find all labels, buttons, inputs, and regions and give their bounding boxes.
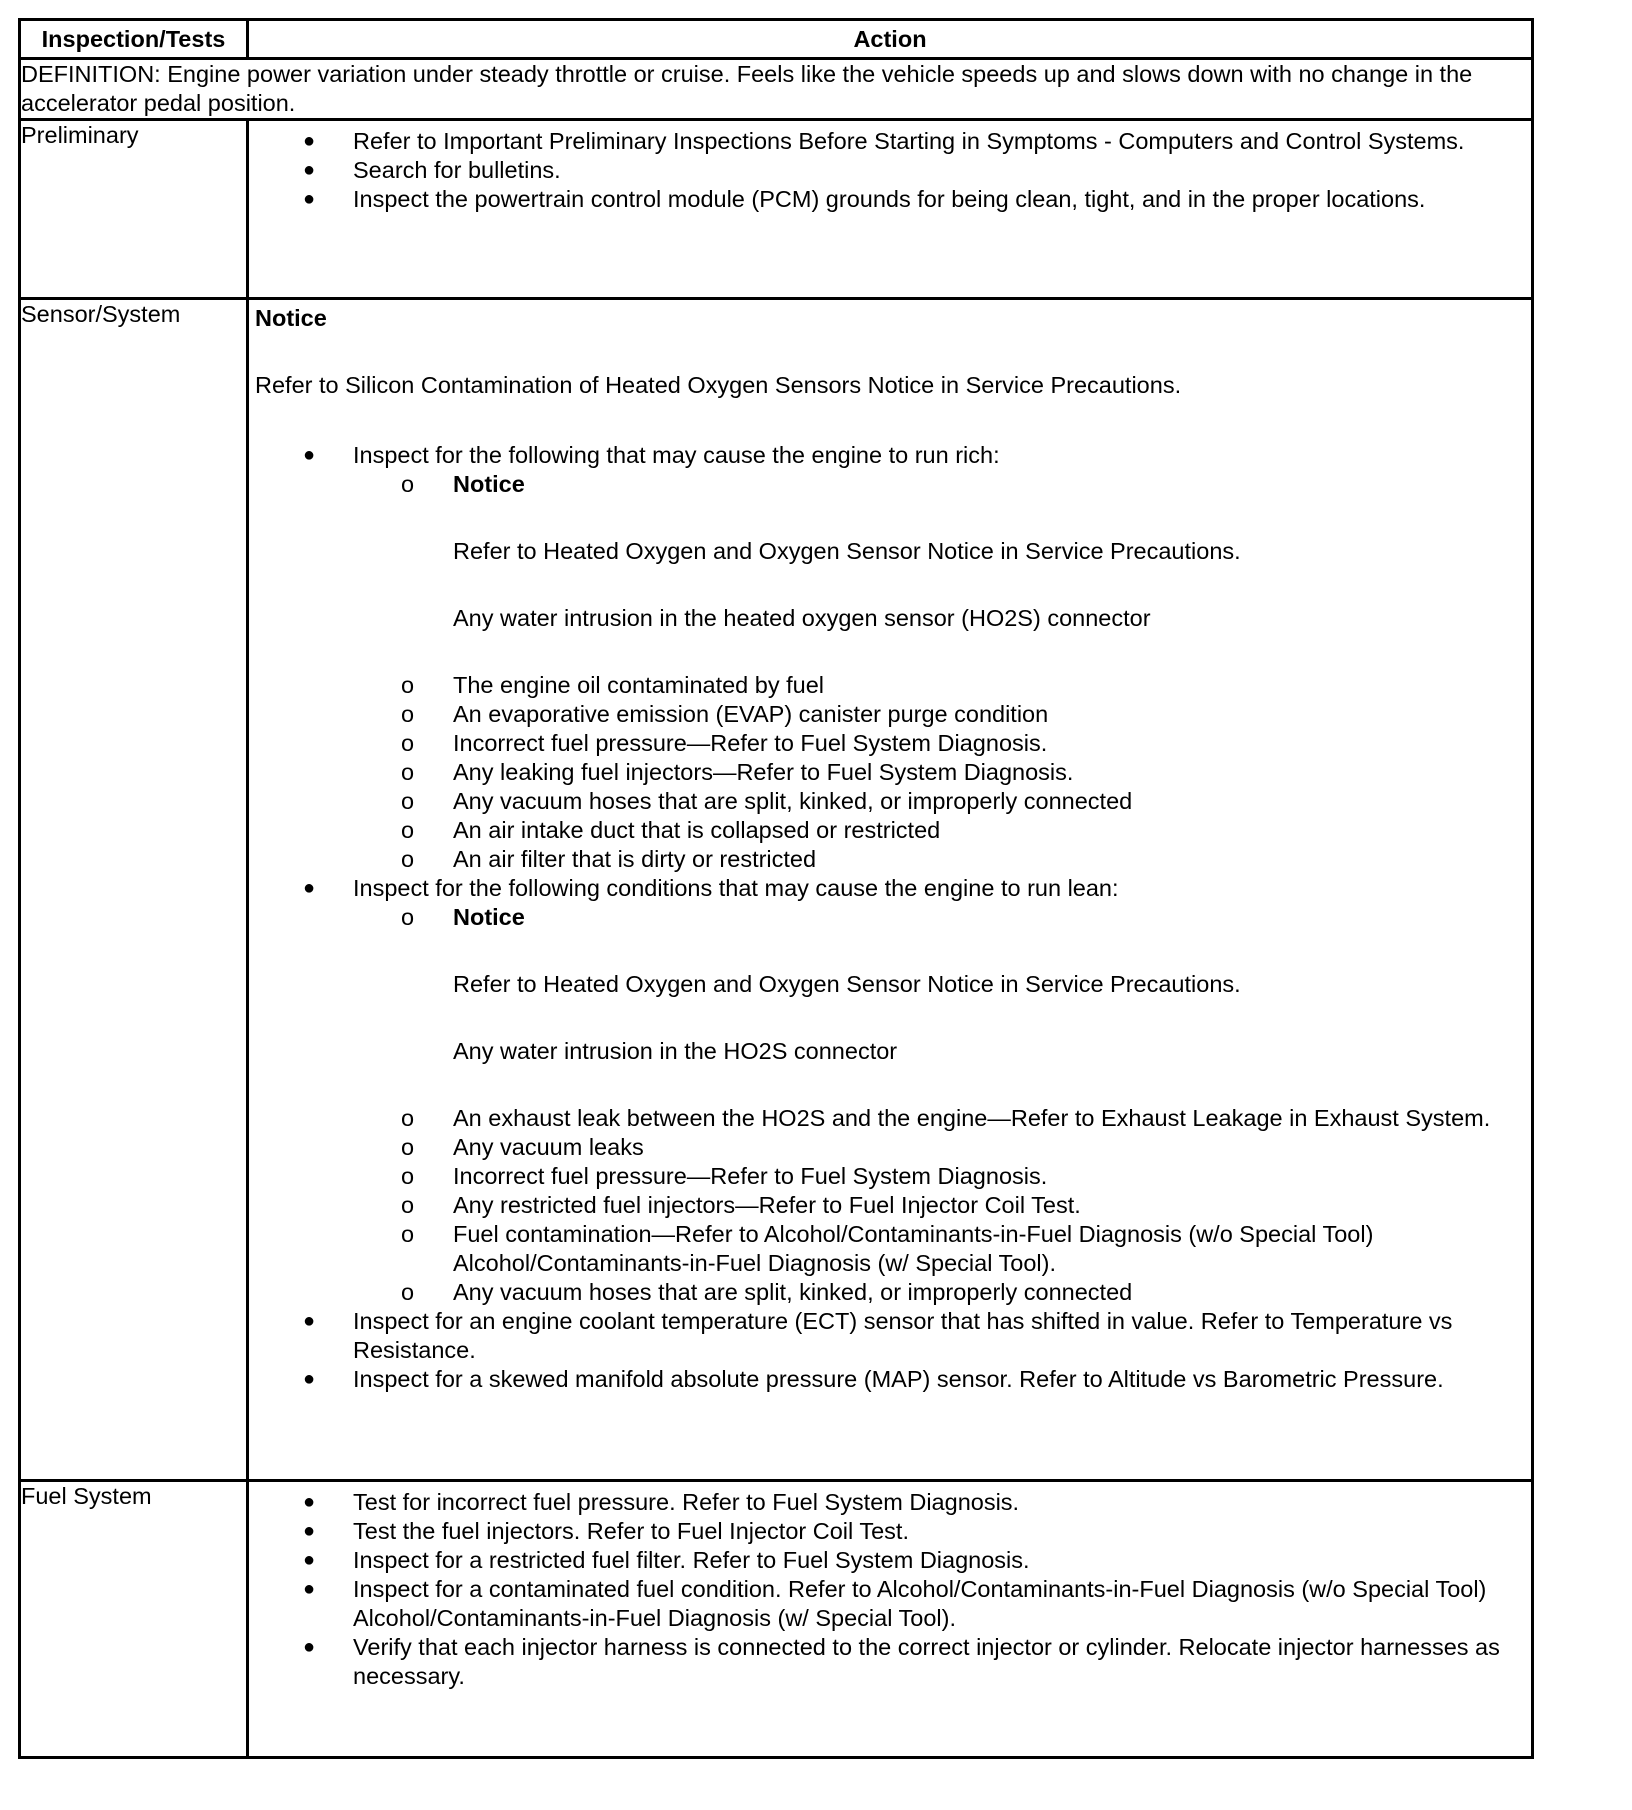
sub-list-item (353, 470, 1517, 671)
label-sensor-system: Sensor/System (20, 299, 248, 1481)
diagnostic-table (18, 18, 1534, 1759)
item-text: Any vacuum hoses that are split, kinked, or improperly connected (453, 1279, 1133, 1305)
item-text: An air filter that is dirty or restricted (453, 846, 817, 872)
bullet-icon: ● (303, 444, 316, 466)
notice-title: Notice (255, 305, 327, 331)
item-text: Test for incorrect fuel pressure. Refer to Fuel System Diagnosis. (353, 1489, 1020, 1515)
sub-bullet-icon: o (401, 701, 415, 727)
bullet-icon: ● (303, 1491, 316, 1513)
list-item (249, 441, 1531, 874)
definition-row (20, 59, 1533, 120)
item-text: Search for bulletins. (353, 157, 561, 183)
bullet-icon: ● (303, 1549, 316, 1571)
row-sensor-system (20, 299, 1533, 1481)
sub-bullet-icon: o (401, 1163, 415, 1189)
notice-item: Any water intrusion in the HO2S connector (453, 1038, 898, 1064)
item-text: An evaporative emission (EVAP) canister purge condition (453, 701, 1049, 727)
row-fuel-system (20, 1481, 1533, 1758)
item-text: An exhaust leak between the HO2S and the engine—Refer to Exhaust Leakage in Exhaust System. (453, 1105, 1491, 1131)
notice-title: Notice (453, 904, 525, 930)
bullet-icon: ● (303, 1636, 316, 1658)
notice-title: Notice (453, 471, 525, 497)
list-item (249, 1307, 1531, 1365)
sub-list-item (353, 903, 1517, 1104)
header-inspection-tests: Inspection/Tests (20, 20, 248, 59)
notice-text: Refer to Silicon Contamination of Heated Oxygen Sensors Notice in Service Precautions. (255, 372, 1182, 398)
action-sensor-system (248, 299, 1533, 1481)
item-text: Any vacuum leaks (453, 1134, 644, 1160)
sub-bullet-icon: o (401, 817, 415, 843)
label-preliminary: Preliminary (20, 120, 248, 299)
action-fuel-system (248, 1481, 1533, 1758)
bullet-icon: ● (303, 877, 316, 899)
item-text: Inspect the powertrain control module (PCM) grounds for being clean, tight, and in the proper locations. (353, 186, 1426, 212)
sub-list-item (353, 1220, 1517, 1278)
list-item (249, 156, 1531, 185)
sub-list-item (353, 1133, 1517, 1162)
sub-list-item (353, 700, 1517, 729)
action-preliminary (248, 120, 1533, 299)
sub-bullet-icon: o (401, 904, 415, 930)
sub-list-item (353, 758, 1517, 787)
sub-bullet-icon: o (401, 1105, 415, 1131)
bullet-icon: ● (303, 1520, 316, 1542)
rich-intro: Inspect for the following that may cause the engine to run rich: (353, 442, 1000, 468)
notice-item: Any water intrusion in the heated oxygen sensor (HO2S) connector (453, 605, 1151, 631)
fuel-list (249, 1488, 1531, 1691)
item-text: Fuel contamination—Refer to Alcohol/Contaminants-in-Fuel Diagnosis (w/o Special Tool) Alcohol/Contaminants-in-Fuel Diagnosis (w/ Special Tool). (453, 1221, 1374, 1276)
item-text: Incorrect fuel pressure—Refer to Fuel System Diagnosis. (453, 730, 1048, 756)
list-item (249, 1546, 1531, 1575)
list-item (249, 185, 1531, 214)
bullet-icon: ● (303, 130, 316, 152)
row-preliminary (20, 120, 1533, 299)
sub-bullet-icon: o (401, 1279, 415, 1305)
item-text: Inspect for a restricted fuel filter. Refer to Fuel System Diagnosis. (353, 1547, 1030, 1573)
list-item (249, 874, 1531, 1307)
item-text: The engine oil contaminated by fuel (453, 672, 825, 698)
sub-bullet-icon: o (401, 1134, 415, 1160)
sub-bullet-icon: o (401, 1221, 415, 1247)
sub-bullet-icon: o (401, 730, 415, 756)
list-item (249, 1633, 1531, 1691)
item-text: Test the fuel injectors. Refer to Fuel Injector Coil Test. (353, 1518, 909, 1544)
label-fuel-system: Fuel System (20, 1481, 248, 1758)
bullet-icon: ● (303, 188, 316, 210)
preliminary-list (249, 127, 1531, 214)
item-text: Any restricted fuel injectors—Refer to Fuel Injector Coil Test. (453, 1192, 1081, 1218)
lean-intro: Inspect for the following conditions that may cause the engine to run lean: (353, 875, 1119, 901)
header-row (20, 20, 1533, 59)
bullet-icon: ● (303, 159, 316, 181)
sub-bullet-icon: o (401, 1192, 415, 1218)
sub-bullet-icon: o (401, 672, 415, 698)
list-item (249, 1365, 1531, 1394)
list-item (249, 1575, 1531, 1633)
item-text: An air intake duct that is collapsed or restricted (453, 817, 941, 843)
sub-bullet-icon: o (401, 759, 415, 785)
notice-text: Refer to Heated Oxygen and Oxygen Sensor Notice in Service Precautions. (453, 971, 1241, 997)
item-text: Inspect for a contaminated fuel condition. Refer to Alcohol/Contaminants-in-Fuel Diagnosis (w/o Special Tool) Alcohol/Contaminants-in-Fuel Diagnosis (w/ Special Tool). (353, 1576, 1487, 1631)
sub-bullet-icon: o (401, 846, 415, 872)
sub-bullet-icon: o (401, 788, 415, 814)
sub-list-item (353, 729, 1517, 758)
rich-sublist (249, 470, 1517, 874)
item-text: Refer to Important Preliminary Inspections Before Starting in Symptoms - Computers and Control Systems. (353, 128, 1465, 154)
header-action: Action (248, 20, 1533, 59)
sub-list-item (353, 671, 1517, 700)
lean-sublist (249, 903, 1517, 1307)
sensor-list (249, 441, 1531, 1394)
sub-list-item (353, 1191, 1517, 1220)
notice-text: Refer to Heated Oxygen and Oxygen Sensor Notice in Service Precautions. (453, 538, 1241, 564)
bullet-icon: ● (303, 1310, 316, 1332)
sub-list-item (353, 787, 1517, 816)
sub-list-item (353, 1104, 1517, 1133)
list-item (249, 127, 1531, 156)
list-item (249, 1488, 1531, 1517)
item-text: Verify that each injector harness is connected to the correct injector or cylinder. Relocate injector harnesses as necessary. (353, 1634, 1500, 1689)
sub-list-item (353, 1162, 1517, 1191)
sub-list-item (353, 816, 1517, 845)
bullet-icon: ● (303, 1578, 316, 1600)
definition-text: DEFINITION: Engine power variation under steady throttle or cruise. Feels like the vehicle speeds up and slows down with no change in the accelerator pedal position. (20, 59, 1533, 120)
list-item (249, 1517, 1531, 1546)
item-text: Any vacuum hoses that are split, kinked, or improperly connected (453, 788, 1133, 814)
sub-bullet-icon: o (401, 471, 415, 497)
item-text: Any leaking fuel injectors—Refer to Fuel System Diagnosis. (453, 759, 1074, 785)
item-text: Inspect for an engine coolant temperature (ECT) sensor that has shifted in value. Refer to Temperature vs Resistance. (353, 1308, 1453, 1363)
bullet-icon: ● (303, 1368, 316, 1390)
sub-list-item (353, 1278, 1517, 1307)
sub-list-item (353, 845, 1517, 874)
item-text: Incorrect fuel pressure—Refer to Fuel System Diagnosis. (453, 1163, 1048, 1189)
item-text: Inspect for a skewed manifold absolute pressure (MAP) sensor. Refer to Altitude vs Barometric Pressure. (353, 1366, 1444, 1392)
